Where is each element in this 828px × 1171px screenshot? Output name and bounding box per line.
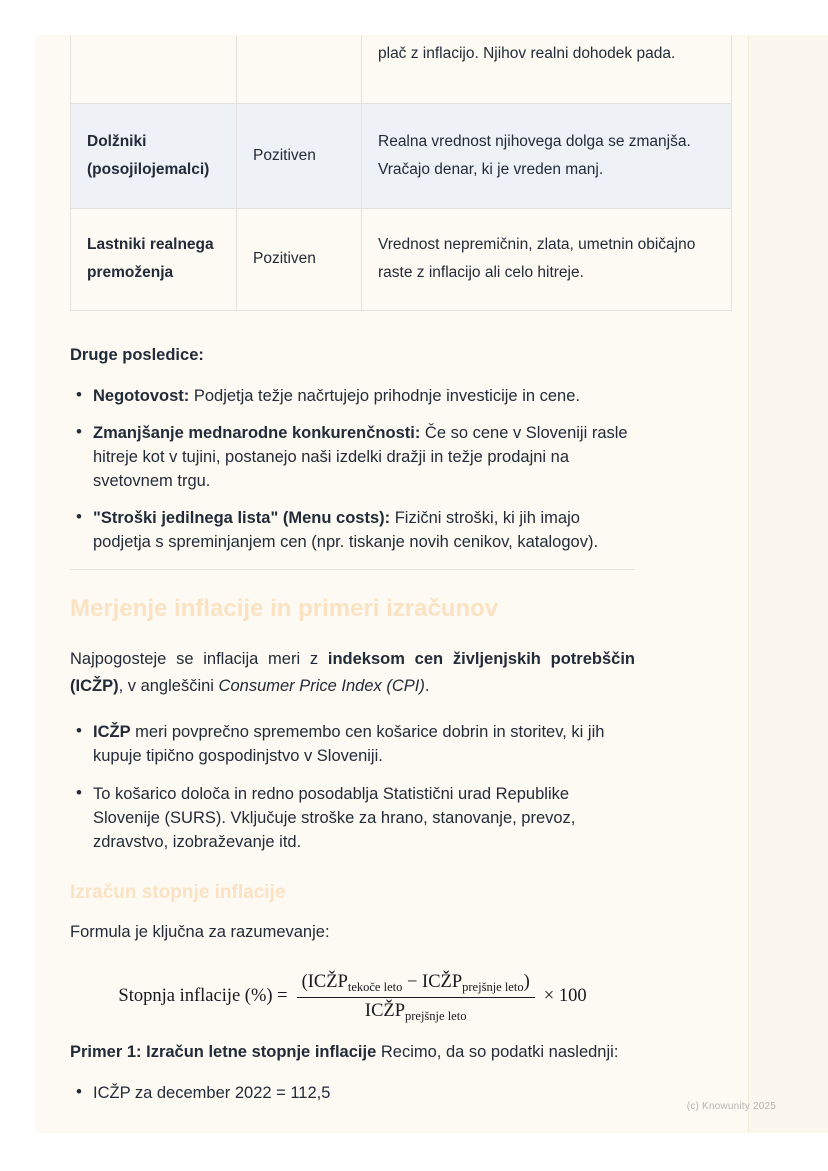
item-text: To košarico določa in redno posodablja Statistični urad Republike Slovenije (SURS). Vključuje stroške za hrano, stanovanje, prevoz, zdravstvo, izobraževanje itd. (93, 784, 576, 851)
paragraph-text: Najpogosteje se inflacija meri z (70, 649, 328, 668)
description-cell (362, 103, 732, 208)
cell-text: Vrednost nepremičnin, zlata, umetnin običajno raste z inflacijo ali celo hitreje. (378, 236, 696, 281)
formula-denominator (365, 998, 467, 1022)
paragraph-italic-text: Consumer Price Index (CPI) (218, 676, 425, 695)
item-text: Če so cene v Sloveniji rasle hitreje kot v tujini, postanejo naši izdelki dražji in težje prodajni na svetovnem trgu. (93, 423, 628, 490)
section-heading-calculation: Izračun stopnje inflacije (70, 881, 286, 903)
cell-text: plač z inflacijo. Njihov realni dohodek pada. (378, 45, 676, 62)
list-item (70, 421, 635, 493)
list-item (70, 720, 635, 768)
formula-term: (ICŽP (301, 971, 348, 992)
formula-rhs: × 100 (543, 986, 587, 1006)
consequences-heading: Druge posledice: (70, 345, 204, 364)
group-cell (71, 208, 237, 310)
item-text: ICŽP za december 2022 = 112,5 (93, 1083, 331, 1102)
formula-term: ICŽP (364, 1000, 405, 1021)
copyright-watermark: (c) Knowunity 2025 (686, 1101, 776, 1112)
paragraph-text: . (424, 676, 430, 695)
effect-cell (237, 208, 362, 310)
document-page (35, 35, 828, 1133)
paragraph-text: , v angleščini (118, 676, 219, 695)
formula-subscript: prejšnje leto (462, 979, 524, 994)
table-row (71, 208, 732, 310)
table-row (71, 35, 732, 103)
effect-cell (237, 35, 362, 103)
item-bold-text: Negotovost: (93, 386, 190, 405)
item-text: meri povprečno spremembo cen košarice dobrin in storitev, ki jih kupuje tipično gospodinjstvo v Sloveniji. (93, 722, 605, 765)
formula-lead: Formula je ključna za razumevanje: (70, 922, 330, 941)
cell-text: Lastniki realnega premoženja (87, 236, 214, 281)
example-text: Recimo, da so podatki naslednji: (376, 1042, 619, 1061)
cell-text: Realna vrednost njihovega dolga se zmanjša. Vračajo denar, ki je vreden manj. (378, 132, 691, 178)
paragraph-bold-text: indeksom cen življenjskih potrebščin (ICŽP) (70, 649, 635, 695)
formula-fraction (297, 972, 535, 1022)
list-item (70, 782, 635, 854)
list-item (70, 1081, 635, 1105)
cell-text: Pozitiven (253, 146, 316, 164)
list-item (70, 506, 635, 554)
measuring-list (70, 720, 635, 854)
group-cell (71, 103, 237, 208)
effect-cell (237, 103, 362, 208)
description-cell (362, 208, 732, 310)
item-text: Fizični stroški, ki jih imajo podjetja s spreminjanjem cen (npr. tiskanje novih cenikov, katalogov). (93, 508, 599, 551)
page-content (70, 35, 696, 1105)
page-edge-strip (748, 35, 828, 1133)
formula-paren: ) (523, 971, 530, 992)
example-paragraph (70, 1040, 635, 1064)
formula-lhs: Stopnja inflacije (%) = (118, 986, 288, 1006)
formula-operator: − (402, 971, 423, 992)
list-item (70, 384, 635, 408)
item-bold-text: "Stroški jedilnega lista" (Menu costs): (93, 508, 391, 527)
section-heading-measuring: Merjenje inflacije in primeri izračunov (70, 594, 499, 622)
cell-text: Pozitiven (253, 250, 316, 267)
group-cell (71, 35, 237, 103)
formula-term: ICŽP (422, 971, 463, 992)
item-bold-text: Zmanjšanje mednarodne konkurenčnosti: (93, 423, 421, 442)
example-data-list (70, 1081, 635, 1105)
formula-subscript: prejšnje leto (405, 1008, 467, 1023)
consequences-list (70, 384, 635, 554)
description-cell (362, 35, 732, 103)
cell-text: Dolžniki (posojilojemalci) (87, 132, 210, 178)
section-divider (70, 569, 635, 570)
table-row (71, 103, 732, 208)
inflation-rate-formula (70, 972, 635, 1022)
formula-numerator (297, 972, 535, 998)
formula-subscript: tekoče leto (347, 979, 403, 994)
item-text: Podjetja težje načrtujejo prihodnje investicije in cene. (189, 386, 580, 405)
inflation-effects-table (70, 35, 732, 311)
item-bold-text: ICŽP (93, 722, 131, 741)
measuring-paragraph (70, 646, 635, 700)
example-bold-text: Primer 1: Izračun letne stopnje inflacije (70, 1042, 377, 1061)
